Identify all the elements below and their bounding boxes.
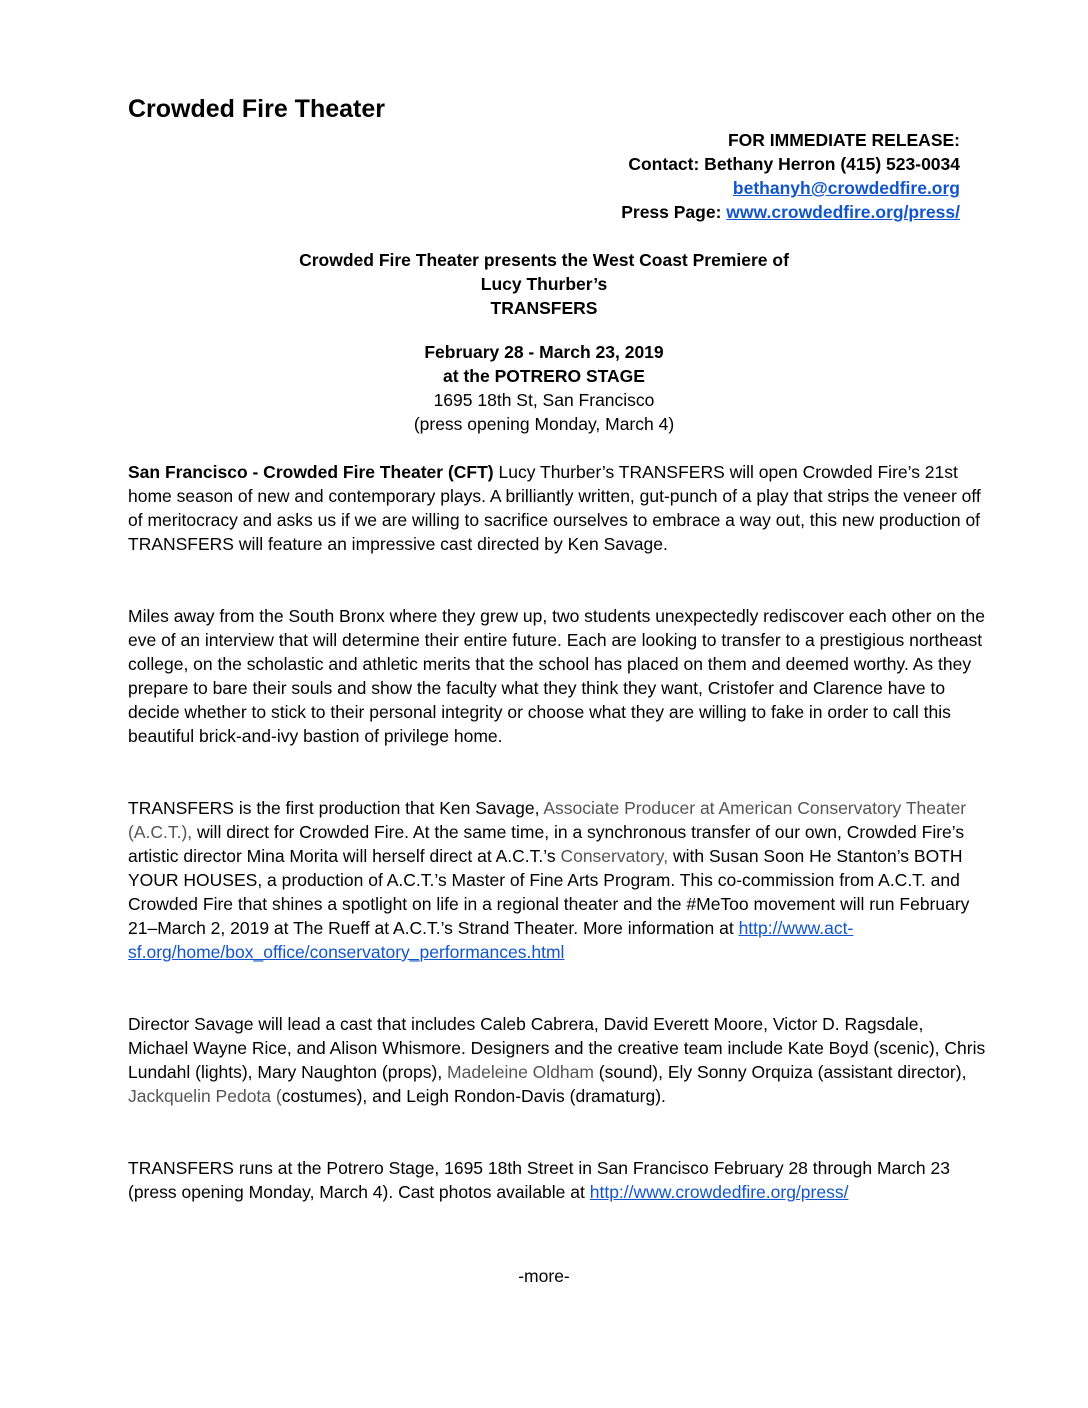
- paragraph-synopsis: [128, 604, 988, 748]
- paragraph-director: [128, 796, 988, 964]
- director-text-d: Conservatory,: [560, 846, 669, 866]
- runs-text: TRANSFERS runs at the Potrero Stage, 1695 18th Street in San Francisco February 28 through March 23 (press opening Monday, March 4). Cast photos available at: [128, 1158, 950, 1202]
- headline: [0, 248, 1088, 320]
- paragraph-intro: [128, 460, 988, 556]
- cast-text-a: Director Savage will lead a cast that includes Caleb Cabrera, David Everett Moore, Victor D. Ragsdale, Michael Wayne Rice, and Alison Whismore. Designers and the creative team include Kate Boyd (scenic), Chris Lundahl (lights), Mary Naughton (props),: [128, 1014, 986, 1082]
- event-dates: February 28 - March 23, 2019: [424, 342, 664, 362]
- director-text-b: Associate Producer at American Conservatory Theater (A.C.T.),: [128, 798, 967, 842]
- intro-text: Lucy Thurber’s TRANSFERS will open Crowded Fire’s 21st home season of new and contemporary plays. A brilliantly written, gut-punch of a play that strips the veneer off of meritocracy and asks us if we are willing to sacrifice ourselves to embrace a way out, this new production of TRANSFERS will feature an impressive cast directed by Ken Savage.: [128, 462, 981, 554]
- headline-line-3: TRANSFERS: [490, 298, 598, 318]
- release-label: FOR IMMEDIATE RELEASE:: [727, 130, 960, 150]
- press-page-label: Press Page:: [621, 202, 727, 222]
- press-photos-link[interactable]: http://www.crowdedfire.org/press/: [589, 1182, 849, 1202]
- headline-line-2: Lucy Thurber’s: [480, 274, 608, 294]
- event-press-opening: (press opening Monday, March 4): [413, 414, 675, 434]
- director-text-e: with Susan Soon He Stanton’s BOTH YOUR HOUSES, a production of A.C.T.’s Master of Fine Arts Program. This co-commission from A.C.T. and Crowded Fire that shines a spotlight on life in a regional theater and the #MeToo movement will run February 21–March 2, 2019 at The Rueff at A.C.T.’s Strand Theater. More information at: [128, 846, 970, 938]
- director-text-a: TRANSFERS is the first production that Ken Savage,: [128, 798, 544, 818]
- event-details: [0, 340, 1088, 436]
- contact-email-link[interactable]: bethanyh@crowdedfire.org: [732, 178, 960, 198]
- cast-text-b: Madeleine Oldham: [447, 1062, 594, 1082]
- cast-text-c: (sound), Ely Sonny Orquiza (assistant director),: [593, 1062, 967, 1082]
- cast-text-e: costumes), and Leigh Rondon-Davis (dramaturg).: [281, 1086, 666, 1106]
- contact-line: Contact: Bethany Herron (415) 523-0034: [628, 154, 960, 174]
- synopsis-text: Miles away from the South Bronx where they grew up, two students unexpectedly rediscover each other on the eve of an interview that will determine their entire future. Each are looking to transfer to a prestigious northeast college, on the scholastic and athletic merits that the school has placed on them and deemed worthy. As they prepare to bare their souls and show the faculty what they think they want, Cristofer and Clarence have to decide whether to stick to their personal integrity or choose what they are willing to fake in order to call this beautiful brick-and-ivy bastion of privilege home.: [128, 606, 985, 746]
- headline-line-1: Crowded Fire Theater presents the West Coast Premiere of: [299, 250, 789, 270]
- press-page-line: [621, 200, 960, 224]
- event-address: 1695 18th St, San Francisco: [433, 390, 655, 410]
- paragraph-runs: [128, 1156, 988, 1204]
- org-name: Crowded Fire Theater: [128, 95, 385, 123]
- act-conservatory-link[interactable]: http://www.act-sf.org/home/box_office/conservatory_performances.html: [128, 918, 854, 962]
- more-marker: -more-: [518, 1266, 570, 1286]
- paragraph-cast: [128, 1012, 988, 1108]
- event-venue: at the POTRERO STAGE: [443, 366, 645, 386]
- press-page-link[interactable]: www.crowdedfire.org/press/: [726, 202, 960, 222]
- intro-lead: San Francisco - Crowded Fire Theater (CFT): [128, 462, 494, 482]
- cast-text-d: Jackquelin Pedota (: [128, 1086, 282, 1106]
- release-info: [621, 128, 960, 224]
- director-text-c: will direct for Crowded Fire. At the same time, in a synchronous transfer of our own, Crowded Fire’s artistic director Mina Morita will herself direct at A.C.T.’s: [128, 822, 965, 866]
